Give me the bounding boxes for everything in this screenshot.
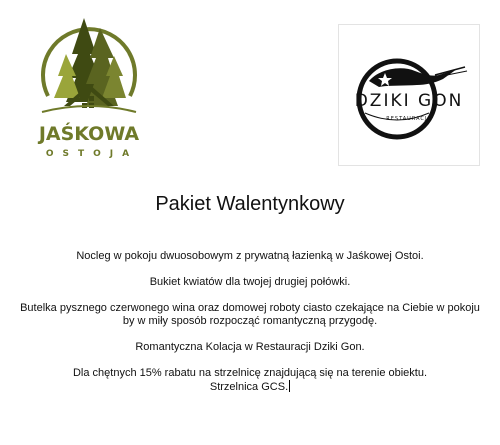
jaskowa-ostoja-logo [36, 14, 142, 164]
offer-item-wine: Butelka pysznego czerwonego wina oraz domowej roboty ciasto czekające na Ciebie w pokoju by w miły sposób rozpocząć romantyczną przygodę. [20, 302, 480, 327]
logo-subtitle: OSTOJA [45, 149, 139, 159]
offer-item-flowers: Bukiet kwiatów dla twojej drugiej połówki. [149, 276, 351, 288]
offer-item-lodging: Nocleg w pokoju dwuosobowym z prywatną łazienką w Jaśkowej Ostoi. [76, 250, 424, 262]
forest-emblem-icon [36, 14, 142, 122]
dziki-gon-logo [338, 24, 480, 166]
logo-title: JAŚKOWA [38, 123, 140, 145]
offer-item-dinner: Romantyczna Kolacja w Restauracji Dziki Gon. [135, 341, 365, 353]
shooting-range-name: Strzelnica GCS. [209, 381, 289, 393]
page-title: Pakiet Walentynkowy [155, 193, 345, 215]
text-cursor [289, 380, 290, 392]
brand-tagline: RESTAURACJA [386, 116, 432, 122]
shooting-discount-text: Dla chętnych 15% rabatu na strzelnicę znajdującą się na terenie obiektu. [72, 367, 428, 379]
offer-description [20, 250, 480, 394]
offer-item-shooting [20, 367, 480, 394]
brand-name: DZIKI GON [354, 91, 464, 111]
